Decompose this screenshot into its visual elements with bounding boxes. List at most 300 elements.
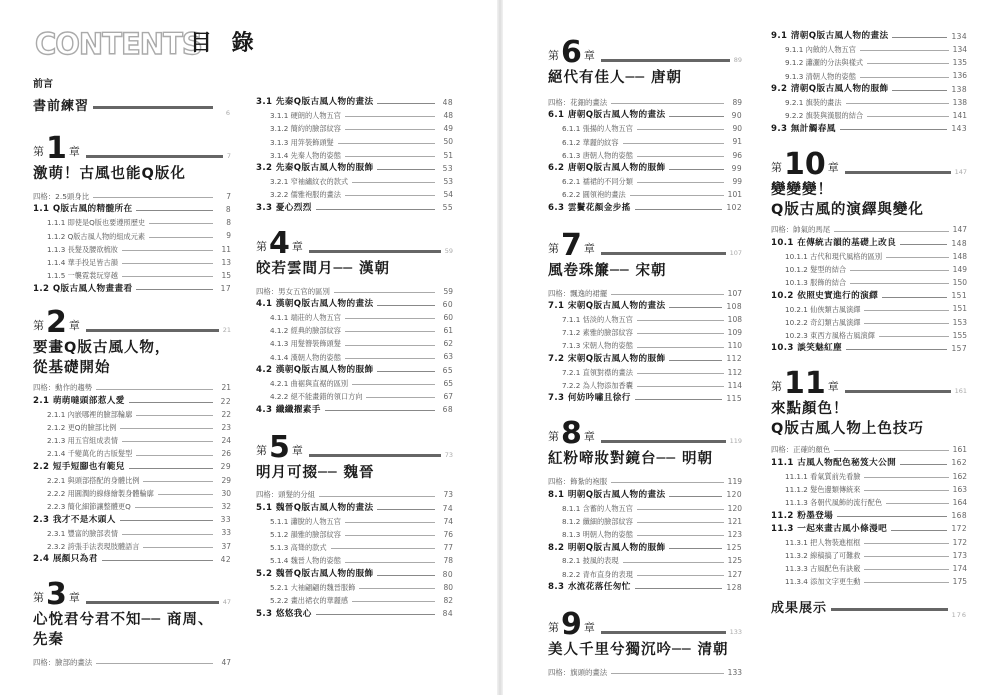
- entry-title: 1.1 Q版古風的精髓所在: [33, 204, 133, 215]
- leader-line: [120, 520, 213, 521]
- toc-subsection[interactable]: [771, 263, 967, 276]
- chapter-title: 明月可掇── 魏晉: [256, 464, 375, 481]
- toc-section[interactable]: [256, 96, 453, 109]
- chapter-heading[interactable]: [33, 572, 231, 613]
- leader-line: [331, 548, 435, 549]
- toc-comic-note[interactable]: [33, 382, 231, 395]
- page-number: 149: [952, 264, 967, 274]
- toc-subsection[interactable]: [256, 109, 453, 122]
- page-number: 135: [952, 58, 967, 68]
- entry-title: 11.1.3 各朝代風飾的流行配色: [785, 498, 883, 508]
- toc-section[interactable]: [771, 523, 967, 536]
- spacer: [548, 88, 742, 96]
- toc-subsection[interactable]: [548, 555, 742, 568]
- page-number: 119: [727, 477, 742, 487]
- leader-line: [129, 402, 213, 403]
- leader-line: [623, 143, 724, 144]
- toc-section[interactable]: [548, 300, 742, 313]
- page-number: 37: [221, 541, 231, 551]
- toc-comic-note[interactable]: [771, 224, 967, 237]
- leader-line: [611, 103, 724, 104]
- toc-subsection[interactable]: [33, 527, 231, 540]
- toc-subsection[interactable]: [256, 188, 453, 201]
- chapter-title: 絕代有佳人── 唐朝: [548, 70, 683, 86]
- page-number: 48: [443, 111, 453, 121]
- toc-subsection[interactable]: [771, 496, 967, 509]
- toc-section[interactable]: [256, 202, 453, 215]
- entry-title: 10.2.3 東西方風格古風演繹: [785, 330, 875, 340]
- chapter-prefix: 第: [771, 380, 782, 394]
- toc-subsection[interactable]: [771, 303, 967, 316]
- entry-title: 6.1 唐朝Q版古風人物的畫法: [548, 110, 666, 121]
- leader-line: [860, 77, 949, 78]
- toc-section[interactable]: [256, 568, 453, 581]
- entry-title: 8.1 明朝Q版古風人物的畫法: [548, 489, 666, 500]
- page-number: 161: [952, 445, 967, 455]
- chapter-title: 從基礎開始: [33, 359, 111, 376]
- entry-title: 6.1.2 華麗的紋容: [562, 137, 619, 147]
- toc-section[interactable]: [33, 395, 231, 408]
- toc-subsection[interactable]: [548, 326, 742, 339]
- leader-line: [345, 156, 435, 157]
- leader-line: [129, 468, 213, 469]
- leader-line: [601, 59, 730, 62]
- toc-subsection[interactable]: [771, 536, 967, 549]
- chapter-suffix: 章: [68, 145, 80, 158]
- toc-section[interactable]: [256, 364, 453, 377]
- toc-subsection[interactable]: [548, 122, 742, 135]
- spacer: [33, 118, 231, 126]
- page-number: 96: [732, 150, 742, 160]
- toc-section[interactable]: [548, 581, 742, 594]
- toc-subsection[interactable]: [771, 329, 967, 342]
- chapter-prefix: 第: [548, 430, 559, 444]
- page-number: 65: [442, 365, 453, 375]
- page-number: 49: [443, 124, 453, 134]
- entry-title: 4.2.1 曲裾與直裾的區別: [270, 378, 349, 388]
- entry-title: 10.1.2 髮型的結合: [785, 265, 847, 275]
- page-number: 53: [443, 176, 453, 186]
- chapter-prefix: 第: [256, 239, 267, 253]
- chapter-heading[interactable]: [771, 142, 967, 180]
- entry-title: 6.2.2 圓領袍的畫法: [562, 190, 626, 200]
- chapter-heading[interactable]: [33, 126, 231, 164]
- leader-line: [158, 494, 213, 495]
- chapter-suffix: 章: [68, 318, 80, 332]
- toc-subsection[interactable]: [33, 408, 231, 421]
- leader-line: [867, 116, 949, 117]
- page-number: 161: [954, 387, 967, 396]
- toc-heading[interactable]: [33, 94, 231, 118]
- toc-subsection[interactable]: [771, 562, 967, 575]
- toc-subsection[interactable]: [771, 470, 967, 483]
- leader-line: [149, 237, 213, 238]
- page-number: 47: [221, 657, 231, 667]
- toc-section[interactable]: [548, 392, 742, 405]
- chapter-prefix: 第: [771, 160, 782, 174]
- toc-section[interactable]: [771, 237, 967, 250]
- entry-title: 3.1.2 簡約的臉部紋容: [270, 124, 341, 134]
- chapter-heading[interactable]: [548, 223, 742, 261]
- page-number: 114: [727, 380, 742, 390]
- toc-heading[interactable]: [771, 596, 967, 620]
- toc-subsection[interactable]: [771, 483, 967, 496]
- toc-subsection[interactable]: [548, 568, 742, 581]
- leader-line: [359, 588, 435, 589]
- leader-line: [377, 575, 435, 576]
- page-number: 63: [443, 352, 453, 362]
- chapter-heading[interactable]: [33, 300, 231, 338]
- leader-line: [637, 386, 724, 387]
- toc-comic-note[interactable]: [548, 96, 742, 109]
- toc-section[interactable]: [771, 457, 967, 470]
- toc-comic-note[interactable]: [548, 666, 742, 679]
- page-number: 90: [731, 111, 742, 121]
- entry-title: 5.1.3 高聳的款式: [270, 543, 327, 553]
- leader-line: [637, 575, 724, 576]
- entry-title: 4.1.4 漢朝人物的姿態: [270, 352, 341, 362]
- toc-section[interactable]: [33, 461, 231, 474]
- entry-title: 3.1.3 用笄裝飾頭髮: [270, 137, 334, 147]
- leader-line: [86, 329, 219, 332]
- toc-comic-note[interactable]: [771, 443, 967, 456]
- leader-line: [611, 482, 724, 483]
- toc-subsection[interactable]: [256, 581, 453, 594]
- chapter-heading[interactable]: [548, 602, 742, 643]
- chapter-prefix: 第: [548, 49, 559, 62]
- entry-title: 2.2.2 用圓潤的線條繪製身體輪廓: [47, 488, 154, 498]
- toc-section[interactable]: [771, 289, 967, 302]
- page-number: 112: [727, 367, 742, 377]
- toc-comic-note[interactable]: [548, 475, 742, 488]
- toc-subsection[interactable]: [33, 269, 231, 282]
- leader-line: [846, 103, 949, 104]
- chapter-suffix: 章: [68, 591, 80, 605]
- entry-title: 4.1.3 用髮簪裝飾頭髮: [270, 339, 341, 349]
- toc-subsection[interactable]: [548, 149, 742, 162]
- leader-line: [136, 289, 213, 290]
- toc-subsection[interactable]: [256, 136, 453, 149]
- page-number: 157: [951, 344, 967, 354]
- page-number: 162: [951, 458, 967, 468]
- leader-line: [149, 223, 213, 224]
- toc-subsection[interactable]: [256, 324, 453, 337]
- entry-title: 7.3 何妨吟嘯且徐行: [548, 393, 631, 404]
- toc-subsection[interactable]: [33, 256, 231, 269]
- page-number: 151: [952, 304, 967, 314]
- toc-subsection[interactable]: [256, 515, 453, 528]
- page-number: 172: [952, 537, 967, 547]
- page-number: 24: [221, 436, 231, 446]
- page-number: 108: [726, 301, 742, 311]
- page-title: 目 錄: [190, 31, 260, 56]
- page-number: 22: [220, 396, 231, 406]
- page-number: 60: [443, 312, 453, 322]
- leader-line: [325, 410, 435, 411]
- entry-title: 10.2 依照史實進行的演繹: [771, 290, 879, 301]
- page-number: 33: [221, 528, 231, 538]
- entry-title: 1.1.1 即使是Q版也要遵照歷史: [47, 218, 146, 228]
- entry-title: 9.2 清朝Q版古風人物的服飾: [771, 84, 889, 95]
- page-number: 101: [727, 190, 742, 200]
- leader-line: [845, 171, 951, 174]
- toc-subsection[interactable]: [256, 390, 453, 403]
- entry-title: 5.3 悠悠我心: [256, 608, 312, 619]
- entry-title: 四格：動作的趨勢: [33, 383, 93, 393]
- leader-line: [345, 562, 435, 563]
- page-number: 7: [226, 191, 231, 201]
- toc-subsection[interactable]: [256, 351, 453, 364]
- page-number: 47: [222, 598, 231, 607]
- leader-line: [864, 323, 948, 324]
- leader-line: [352, 601, 435, 602]
- leader-line: [882, 297, 947, 298]
- entry-title: 4.1.2 經典的臉部紋容: [270, 326, 341, 336]
- entry-title: 9.2.1 旗裝的畫法: [785, 97, 842, 107]
- page-number: 128: [726, 582, 742, 592]
- toc-subsection[interactable]: [548, 175, 742, 188]
- spacer: [771, 588, 967, 596]
- entry-title: 6.1.3 唐朝人物的姿態: [562, 150, 633, 160]
- spacer: [548, 215, 742, 223]
- toc-section[interactable]: [548, 489, 742, 502]
- leader-line: [86, 601, 219, 604]
- toc-subsection[interactable]: [771, 70, 967, 83]
- toc-subsection[interactable]: [771, 56, 967, 69]
- chapter-suffix: 章: [827, 380, 839, 394]
- entry-title: 2.2.3 簡化細節讓整體更Q: [47, 502, 131, 512]
- page-number: 102: [726, 203, 742, 213]
- toc-subsection[interactable]: [256, 337, 453, 350]
- leader-line: [637, 182, 724, 183]
- toc-subsection[interactable]: [548, 313, 742, 326]
- chapter-number: 3: [46, 577, 67, 613]
- leader-line: [122, 276, 213, 277]
- toc-subsection[interactable]: [771, 316, 967, 329]
- toc-section[interactable]: [771, 509, 967, 522]
- page-number: 108: [727, 314, 742, 324]
- toc-section[interactable]: [548, 202, 742, 215]
- leader-line: [345, 129, 435, 130]
- entry-title: 2.1.2 更Q的臉部比例: [47, 423, 117, 433]
- leader-line: [635, 209, 723, 210]
- entry-title: 2.2.1 與頭部搭配的身體比例: [47, 475, 140, 485]
- page-number: 143: [951, 124, 967, 134]
- leader-line: [637, 156, 724, 157]
- toc-subsection[interactable]: [33, 243, 231, 256]
- toc-subsection[interactable]: [256, 594, 453, 607]
- toc-subsection[interactable]: [548, 502, 742, 515]
- entry-title: 5.2 魏晉Q版古風人物的服飾: [256, 568, 374, 579]
- toc-subsection[interactable]: [256, 555, 453, 568]
- chapter-heading[interactable]: [548, 411, 742, 452]
- entry-title: 四格：花鈿的畫法: [548, 97, 608, 107]
- page-number: 74: [442, 503, 453, 513]
- leader-line: [886, 257, 949, 258]
- toc-subsection[interactable]: [548, 515, 742, 528]
- leader-line: [637, 333, 724, 334]
- chapter-number: 8: [561, 416, 582, 452]
- page-number: 80: [442, 569, 453, 579]
- spacer: [256, 417, 453, 425]
- toc-section[interactable]: [771, 122, 967, 135]
- leader-line: [338, 143, 435, 144]
- toc-section[interactable]: [256, 607, 453, 620]
- chapter-suffix: 章: [827, 160, 839, 174]
- toc-subsection[interactable]: [256, 541, 453, 554]
- toc-subsection[interactable]: [548, 188, 742, 201]
- leader-line: [611, 294, 724, 295]
- toc-subsection[interactable]: [256, 149, 453, 162]
- page-number: 73: [444, 450, 453, 459]
- page-number: 162: [952, 471, 967, 481]
- toc-section[interactable]: [548, 109, 742, 122]
- toc-section[interactable]: [256, 298, 453, 311]
- page-number: 80: [443, 582, 453, 592]
- toc-comic-note[interactable]: [33, 656, 231, 669]
- toc-comic-note[interactable]: [256, 285, 453, 298]
- leader-line: [345, 195, 435, 196]
- spacer: [548, 594, 742, 602]
- toc-section[interactable]: [33, 513, 231, 526]
- chapter-title: 先秦: [33, 632, 64, 649]
- toc-subsection[interactable]: [256, 311, 453, 324]
- toc-column-2: [256, 96, 453, 620]
- toc-column-1: [33, 94, 231, 669]
- toc-section[interactable]: [33, 553, 231, 566]
- page-number: 120: [727, 503, 742, 513]
- leader-line: [96, 389, 213, 390]
- toc-subsection[interactable]: [771, 96, 967, 109]
- toc-section[interactable]: [548, 353, 742, 366]
- page-number: 8: [226, 218, 231, 228]
- leader-line: [900, 464, 947, 465]
- toc-subsection[interactable]: [33, 500, 231, 513]
- page-number: 26: [221, 449, 231, 459]
- toc-column-4: [771, 30, 967, 620]
- toc-subsection[interactable]: [548, 379, 742, 392]
- leader-line: [669, 116, 724, 117]
- toc-subsection[interactable]: [33, 540, 231, 553]
- toc-subsection[interactable]: [33, 447, 231, 460]
- toc-subsection[interactable]: [771, 549, 967, 562]
- entry-title: 四格：旗頭的畫法: [548, 667, 608, 677]
- entry-title: 3.1.1 硬朗的人物五官: [270, 111, 341, 121]
- page-number: 127: [727, 569, 742, 579]
- toc-subsection[interactable]: [771, 109, 967, 122]
- page-number: 133: [729, 628, 742, 637]
- leader-line: [345, 522, 435, 523]
- entry-title: 11.1 古風人物配色秘笈大公開: [771, 457, 897, 468]
- toc-section[interactable]: [33, 282, 231, 295]
- page-number: 99: [732, 176, 742, 186]
- toc-section[interactable]: [548, 162, 742, 175]
- toc-section[interactable]: [33, 203, 231, 216]
- toc-comic-note[interactable]: [548, 287, 742, 300]
- chapter-prefix: 第: [256, 443, 267, 457]
- page-number: 13: [221, 257, 231, 267]
- page-number: 30: [221, 488, 231, 498]
- toc-subsection[interactable]: [33, 474, 231, 487]
- page-number: 173: [952, 550, 967, 560]
- entry-title: 9.3 無計觸春風: [771, 123, 836, 134]
- toc-comic-note[interactable]: [33, 190, 231, 203]
- toc-section[interactable]: [771, 30, 967, 43]
- toc-subsection[interactable]: [256, 122, 453, 135]
- toc-comic-note[interactable]: [256, 489, 453, 502]
- page-number: 91: [732, 137, 742, 147]
- leader-line: [136, 210, 213, 211]
- page-number: 59: [444, 246, 453, 255]
- leader-line: [316, 614, 435, 615]
- chapter-heading[interactable]: [548, 30, 742, 68]
- toc-subsection[interactable]: [771, 575, 967, 588]
- toc-section[interactable]: [771, 342, 967, 355]
- chapter-heading[interactable]: [256, 221, 453, 259]
- toc-subsection[interactable]: [771, 250, 967, 263]
- page-number: 107: [729, 248, 742, 257]
- page-number: 33: [220, 515, 231, 525]
- leader-line: [601, 440, 726, 443]
- toc-section[interactable]: [771, 83, 967, 96]
- chapter-number: 1: [46, 131, 67, 166]
- leader-line: [120, 428, 213, 429]
- toc-subsection[interactable]: [548, 528, 742, 541]
- leader-line: [846, 349, 947, 350]
- chapter-prefix: 第: [548, 621, 559, 635]
- leader-line: [309, 454, 441, 457]
- entry-title: 7.2.2 為人物添加香囊: [562, 380, 633, 390]
- toc-subsection[interactable]: [256, 377, 453, 390]
- leader-line: [840, 129, 948, 130]
- page-number: 147: [954, 167, 967, 176]
- page-number: 60: [442, 299, 453, 309]
- leader-line: [630, 195, 724, 196]
- toc-subsection[interactable]: [256, 528, 453, 541]
- leader-line: [352, 182, 435, 183]
- toc-subsection[interactable]: [33, 487, 231, 500]
- leader-line: [900, 244, 947, 245]
- entry-title: 5.1 魏晉Q版古風人物的畫法: [256, 503, 374, 514]
- toc-subsection[interactable]: [548, 136, 742, 149]
- page-number: 76: [443, 529, 453, 539]
- page-number: 119: [729, 437, 742, 446]
- toc-subsection[interactable]: [548, 366, 742, 379]
- toc-subsection[interactable]: [771, 276, 967, 289]
- leader-line: [122, 250, 213, 251]
- entry-title: 3.1 先秦Q版古風人物的畫法: [256, 97, 374, 108]
- toc-section[interactable]: [256, 162, 453, 175]
- toc-section[interactable]: [256, 403, 453, 416]
- toc-subsection[interactable]: [33, 230, 231, 243]
- toc-subsection[interactable]: [33, 421, 231, 434]
- entry-title: 四格：帥氣的馬尾: [771, 225, 831, 235]
- chapter-heading[interactable]: [771, 361, 967, 402]
- leader-line: [377, 103, 435, 104]
- chapter-suffix: 章: [291, 443, 303, 457]
- toc-subsection[interactable]: [33, 434, 231, 447]
- toc-section[interactable]: [256, 502, 453, 515]
- toc-subsection[interactable]: [548, 339, 742, 352]
- toc-subsection[interactable]: [771, 43, 967, 56]
- toc-subsection[interactable]: [256, 175, 453, 188]
- toc-section[interactable]: [548, 541, 742, 554]
- entry-title: 四格：飾紮的袍服: [548, 477, 608, 487]
- chapter-heading[interactable]: [256, 425, 453, 463]
- page-number: 21: [221, 383, 231, 393]
- toc-subsection[interactable]: [33, 216, 231, 229]
- chapter-title: 風卷珠簾── 宋朝: [548, 262, 667, 279]
